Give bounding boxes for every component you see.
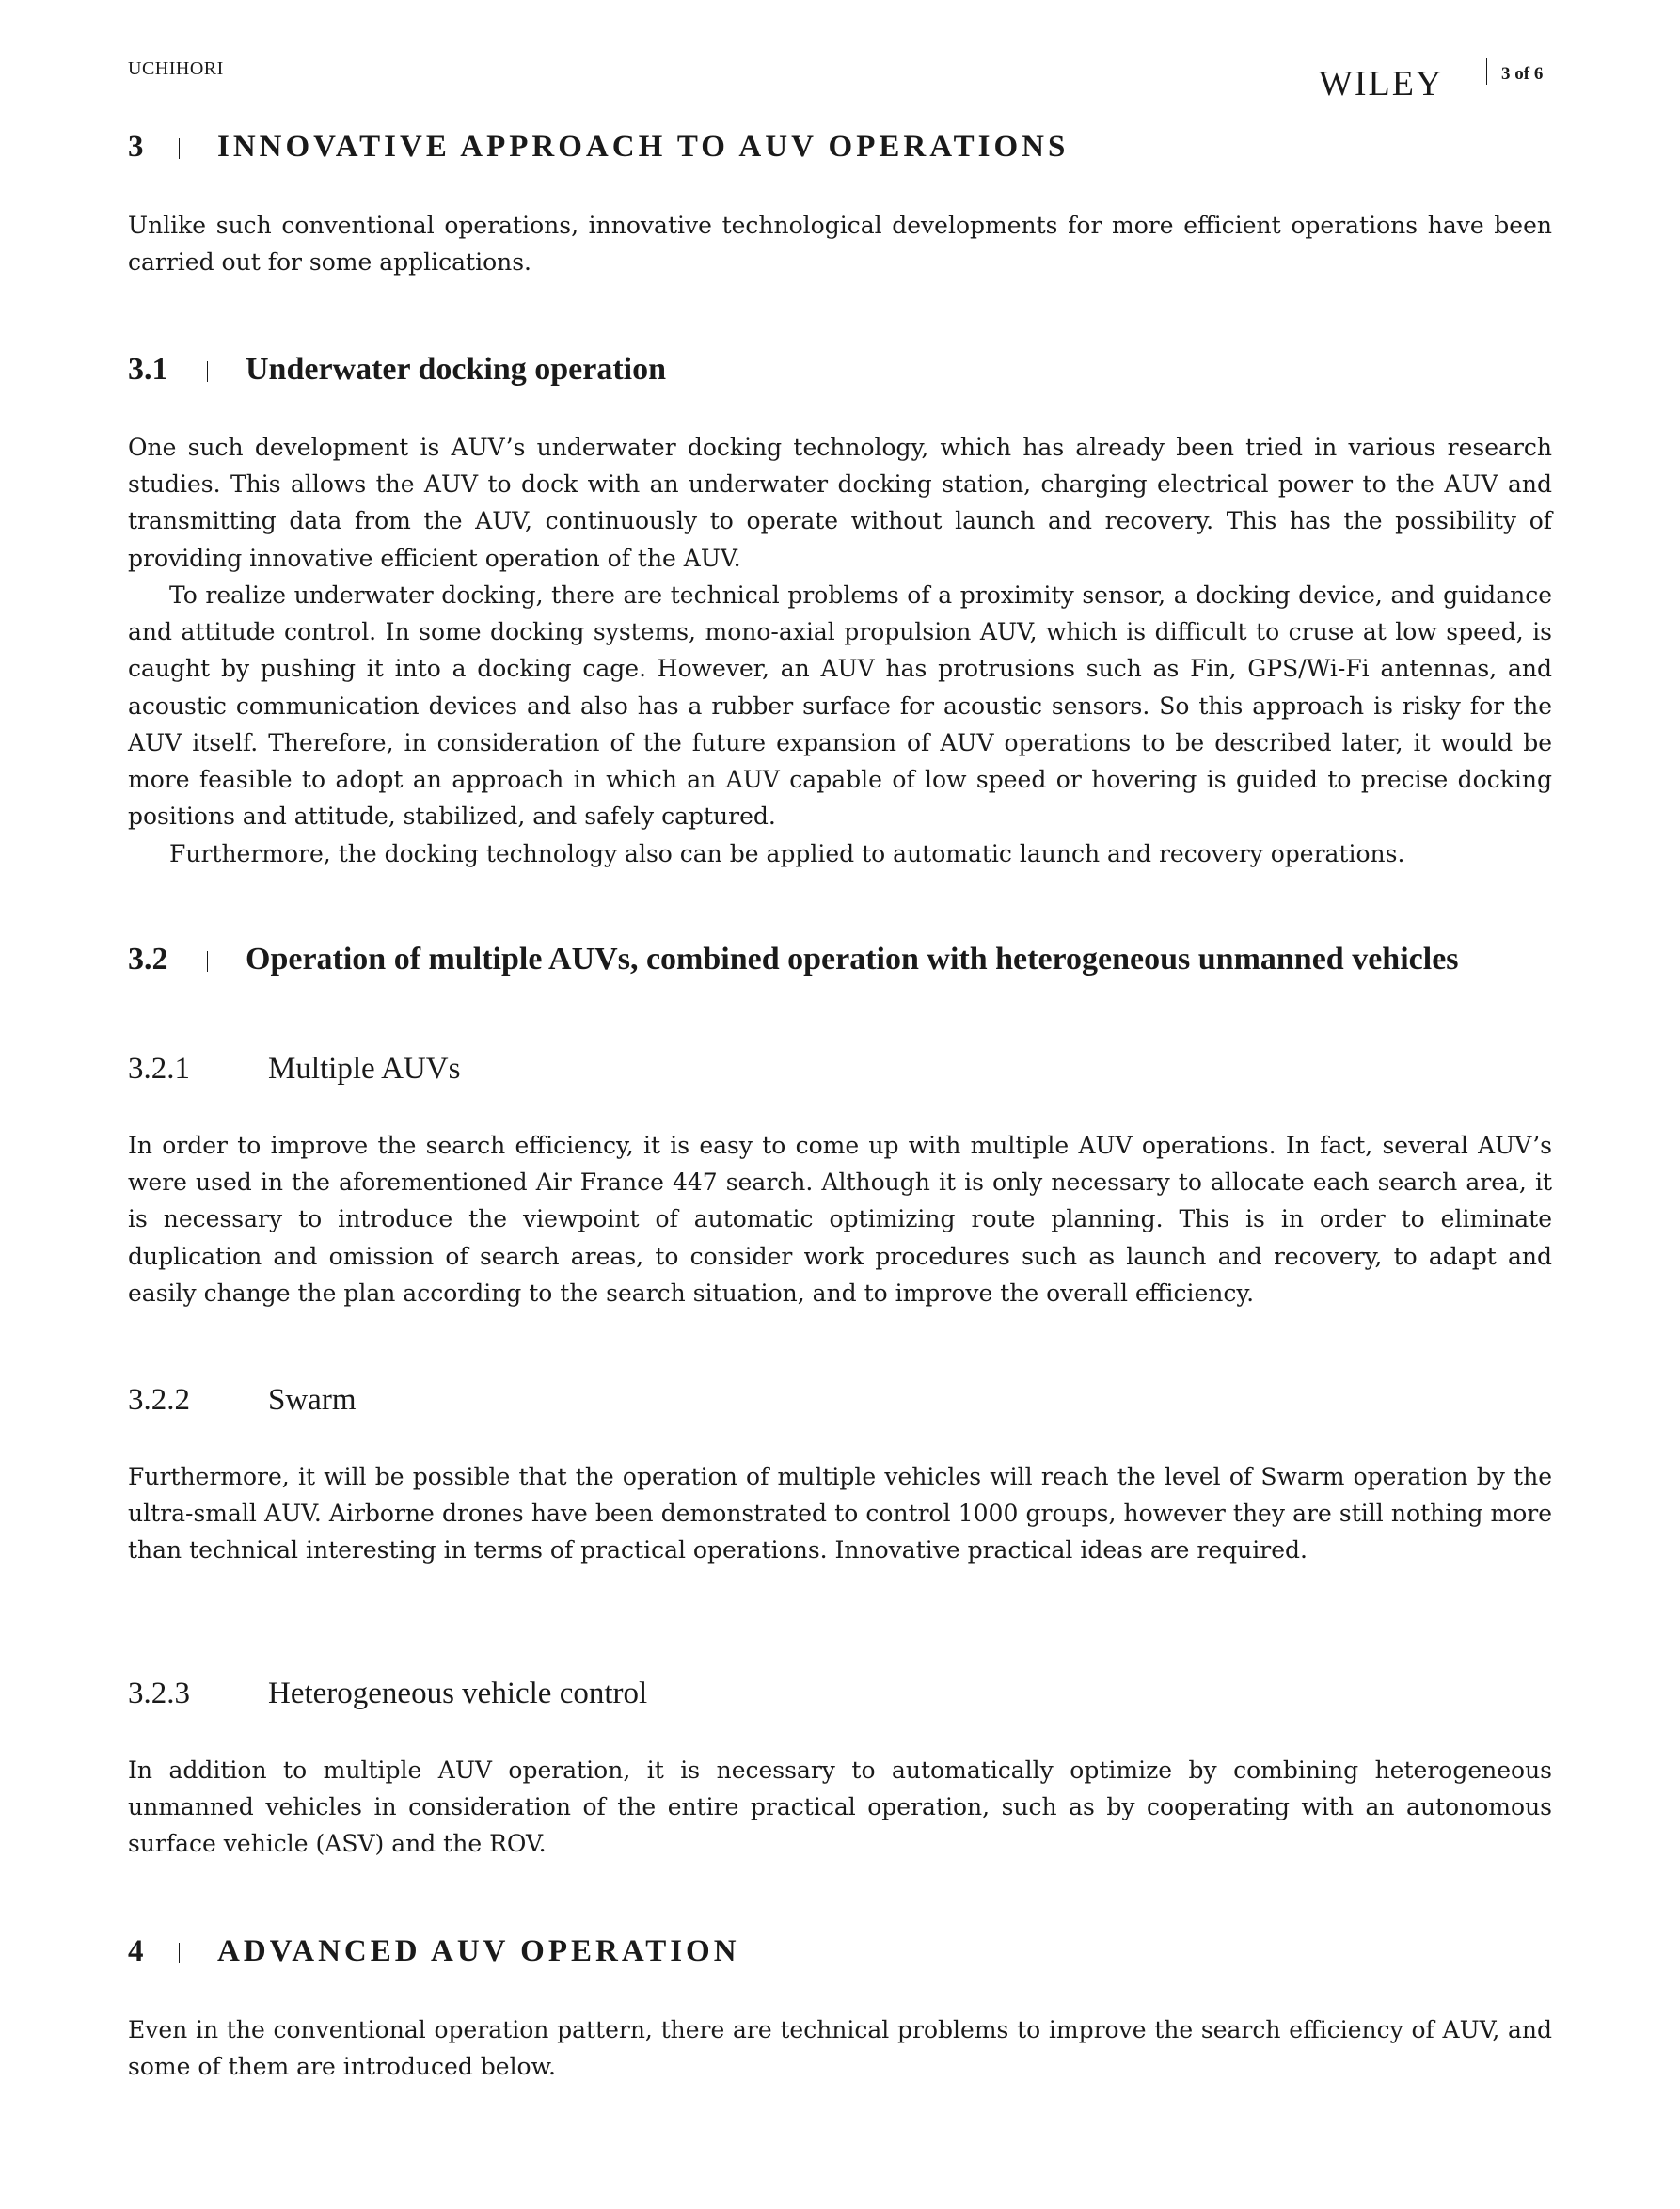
section-heading-3-1 — [128, 352, 666, 388]
paragraph: Furthermore, the docking technology also can be applied to automatic launch and recovery operations. — [169, 840, 1405, 867]
section-divider — [207, 361, 208, 382]
paragraph: Furthermore, it will be possible that the operation of multiple vehicles will reach the level of Swarm operation by the ultra-small AUV. Airborne drones have been demonstrated to control 1000 groups, however they are still nothing more than technical interesting in terms of practical operations. Innovative practical ideas are required. — [128, 1463, 1552, 1565]
section-heading-4 — [128, 1934, 740, 1969]
section-title: INNOVATIVE APPROACH TO AUV OPERATIONS — [217, 130, 1070, 164]
section-title: Operation of multiple AUVs, combined operation with heterogeneous unmanned vehicles — [246, 942, 1459, 977]
paragraph: One such development is AUV’s underwater docking technology, which has already been tried in various research studies. This allows the AUV to dock with an underwater docking station, charging electrical power to the AUV and transmitting data from the AUV, continuously to operate without launch and recovery. This has the possibility of providing innovative efficient operation of the AUV. — [128, 434, 1552, 572]
section-divider — [207, 951, 208, 972]
section-heading-3-2 — [128, 941, 1552, 977]
section-number: 3.2.2 — [128, 1383, 190, 1417]
paragraph: To realize underwater docking, there are technical problems of a proximity sensor, a docking device, and guidance and attitude control. In some docking systems, mono-axial propulsion AUV, which is difficult to cruse at low speed, is caught by pushing it into a docking cage. However, an AUV has protrusions such as Fin, GPS/Wi-Fi antennas, and acoustic communication devices and also has a rubber surface for acoustic sensors. So this approach is risky for the AUV itself. Therefore, in consideration of the future expansion of AUV operations to be described later, it would be more feasible to adopt an approach in which an AUV capable of low speed or hovering is guided to precise docking positions and attitude, stabilized, and safely captured. — [128, 581, 1552, 831]
section-title: Swarm — [268, 1383, 357, 1417]
section-number: 3.2.3 — [128, 1677, 190, 1710]
section-heading-3 — [128, 130, 1069, 165]
section-divider — [179, 138, 180, 159]
section-number: 3.2.1 — [128, 1052, 190, 1086]
page-number: 3 of 6 — [1501, 64, 1544, 84]
paragraph: In addition to multiple AUV operation, it is necessary to automatically optimize by combining heterogeneous unmanned vehicles in consideration of the entire practical operation, such as by cooperating with an autonomous surface vehicle (ASV) and the ROV. — [128, 1756, 1552, 1858]
section-title: Multiple AUVs — [268, 1052, 461, 1086]
section-title: Underwater docking operation — [246, 352, 667, 387]
paragraph: Even in the conventional operation pattern, there are technical problems to improve the search efficiency of AUV, and some of them are introduced below. — [128, 2016, 1552, 2081]
page-number-divider — [1486, 58, 1487, 85]
paragraph: Unlike such conventional operations, innovative technological developments for more efficient operations have been carried out for some applications. — [128, 212, 1552, 277]
section-title: Heterogeneous vehicle control — [268, 1677, 648, 1710]
running-head: UCHIHORI — [128, 58, 224, 79]
section-number: 4 — [128, 1934, 148, 1968]
section-number: 3 — [128, 130, 148, 164]
section-divider — [179, 1943, 180, 1963]
section-number: 3.1 — [128, 352, 168, 387]
publisher-logo: WILEY — [1319, 64, 1444, 103]
paragraph: In order to improve the search efficiency, it is easy to come up with multiple AUV operations. In fact, several AUV’s were used in the aforementioned Air France 447 search. Although it is only necessary to allocate each search area, it is necessary to introduce the viewpoint of automatic optimizing route planning. This is in order to eliminate duplication and omission of search areas, to consider work procedures such as launch and recovery, to adapt and easily change the plan according to the search situation, and to improve the overall efficiency. — [128, 1132, 1552, 1307]
section-heading-3-2-1 — [128, 1052, 460, 1087]
section-heading-3-2-3 — [128, 1677, 647, 1711]
section-title: ADVANCED AUV OPERATION — [217, 1934, 740, 1968]
section-number: 3.2 — [128, 942, 168, 977]
section-heading-3-2-2 — [128, 1383, 357, 1418]
